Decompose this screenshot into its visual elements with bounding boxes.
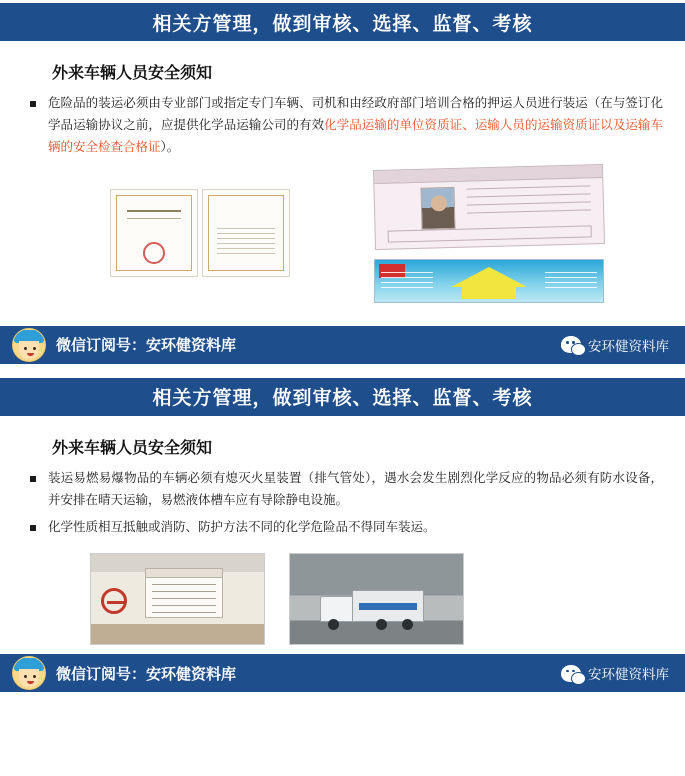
license-header-bar xyxy=(374,165,602,184)
safety-banner-photo xyxy=(374,259,604,303)
slide-2-footer-left xyxy=(12,656,236,690)
slide-1 xyxy=(0,0,685,367)
truck-wheel-front xyxy=(328,619,339,630)
worker-avatar-icon xyxy=(12,656,46,690)
slide-2 xyxy=(0,375,685,696)
slide-2-footer-right xyxy=(561,663,669,683)
slide-2-bullet-2: 化学性质相互抵触或消防、防护方法不同的化学危险品不得同车装运。 xyxy=(22,517,663,539)
banner-body-shape xyxy=(462,287,516,299)
worker-avatar-icon xyxy=(12,328,46,362)
slide-2-body xyxy=(0,419,685,652)
slide-2-footer-label: 微信订阅号：安环健资料库 xyxy=(56,665,237,683)
slide-2-bullet-list xyxy=(22,468,663,540)
road-transport-permit-certificate xyxy=(110,189,290,277)
wechat-icon xyxy=(561,336,581,353)
truck-wheel-mid xyxy=(376,619,387,630)
prohibition-sign-icon xyxy=(101,588,127,614)
slide-2-image-group xyxy=(90,553,663,645)
slide-1-bullet-1 xyxy=(22,93,663,159)
driver-qualification-card xyxy=(373,164,605,250)
slide-1-banner xyxy=(0,0,685,44)
slide-divider xyxy=(0,367,685,375)
warehouse-sign-board-photo xyxy=(90,553,265,645)
slide-1-bullet-list xyxy=(22,93,663,159)
certificate-left-title-line xyxy=(127,210,181,212)
sign-board xyxy=(145,568,223,618)
wechat-icon xyxy=(561,665,581,682)
banner-roof-shape xyxy=(451,267,527,287)
license-bottom-grid xyxy=(388,225,592,242)
slide-2-banner xyxy=(0,375,685,419)
bullet-1-segment-2-highlight: 化学品运输的单位资质证、运输人员的运输资质证以及运输车辆的安全检查合格证 xyxy=(48,117,663,154)
slide-1-body xyxy=(0,44,685,323)
truck-wheel-rear xyxy=(402,619,413,630)
banner-left-text-lines xyxy=(381,272,433,298)
certificate-left-seal-icon xyxy=(143,242,165,264)
bullet-1-segment-3: ）。 xyxy=(160,139,180,154)
slide-2-banner-title: 相关方管理，做到审核、选择、监督、考核 xyxy=(152,388,533,410)
truck-cargo-body xyxy=(352,590,424,622)
bullet-1-segment-1: 危险品的装运必须由专业部门或指定专门车辆、司机和由经政府部门培训合格的押运人员进行装运（在与签订化学品运输协议之前，应提供化学品运输公司的有效 xyxy=(48,96,663,132)
license-text-lines xyxy=(467,185,592,220)
slide-2-bullet-1: 装运易燃易爆物品的车辆必须有熄灭火星装置（排气管处），遇水会发生剧烈化学反应的物品必须有防水设备，并安排在晴天运输，易燃液体槽车应有导除静电设施。 xyxy=(22,468,663,512)
certificate-left-page xyxy=(110,189,198,277)
slide-1-banner-title: 相关方管理，做到审核、选择、监督、考核 xyxy=(152,13,533,35)
slide-2-footer xyxy=(0,651,685,695)
slide-1-footer xyxy=(0,323,685,367)
slide-2-subtitle: 外来车辆人员安全须知 xyxy=(52,439,213,457)
slide-2-footer-brand: 安环健资料库 xyxy=(588,667,669,683)
license-portrait-photo xyxy=(420,187,455,230)
slide-1-image-group xyxy=(22,167,663,317)
slide-1-subtitle: 外来车辆人员安全须知 xyxy=(52,65,213,82)
certificate-right-page xyxy=(202,189,290,277)
chemical-transport-truck-photo xyxy=(289,553,464,645)
slide-1-footer-right xyxy=(561,335,669,355)
slide-1-footer-label: 微信订阅号：安环健资料库 xyxy=(56,337,237,355)
slide-1-footer-left xyxy=(12,328,236,362)
slide-1-footer-brand: 安环健资料库 xyxy=(588,338,669,354)
certificate-left-subtitle-line xyxy=(127,218,181,219)
banner-right-text-lines xyxy=(545,272,597,298)
certificate-right-field-rows xyxy=(217,228,275,258)
truck-cab xyxy=(320,596,354,622)
